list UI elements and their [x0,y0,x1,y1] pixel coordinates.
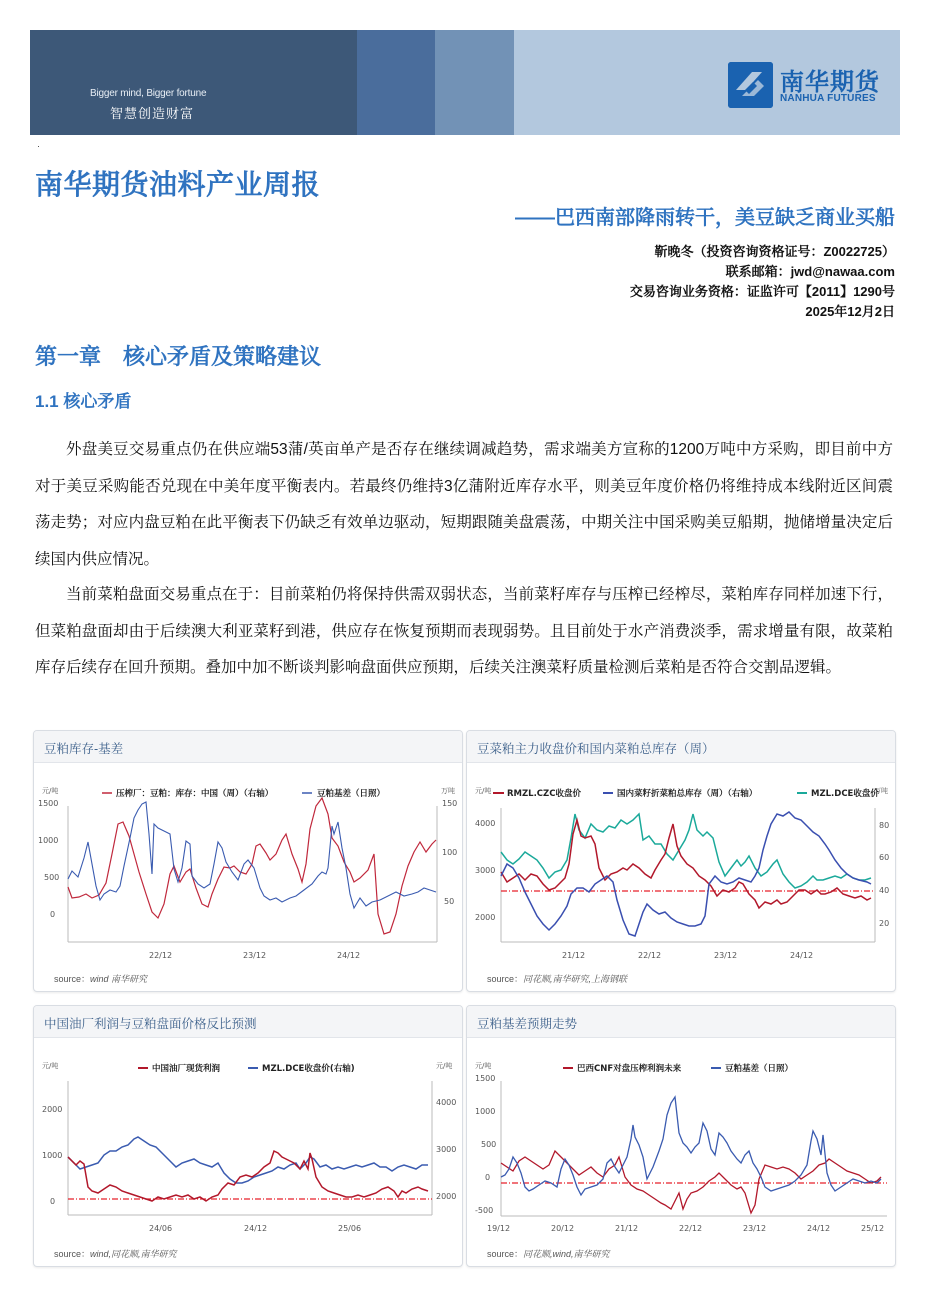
email-line: 联系邮箱：jwd@nawaa.com [725,264,895,279]
svg-text:中国油厂现货利润: 中国油厂现货利润 [152,1064,221,1074]
svg-text:21/12: 21/12 [562,951,586,960]
banner-stripe [357,30,435,135]
svg-text:60: 60 [879,853,890,862]
svg-text:22/12: 22/12 [638,951,662,960]
chart-plot [467,1039,896,1239]
svg-text:22/12: 22/12 [149,951,173,960]
svg-text:23/12: 23/12 [743,1224,767,1233]
svg-text:1500: 1500 [38,799,59,808]
svg-text:2000: 2000 [42,1105,63,1114]
chart-title: 中国油厂利润与豆粕盘面价格反比预测 [34,1006,462,1038]
svg-text:2000: 2000 [436,1192,457,1201]
chart-plot [34,764,463,964]
svg-text:1000: 1000 [42,1151,63,1160]
report-title: 南华期货油料产业周报 [35,169,321,200]
svg-text:1500: 1500 [475,1074,496,1083]
chart-card-meal-inventory-basis [33,730,463,992]
svg-text:元/吨: 元/吨 [42,787,59,795]
svg-text:元/吨: 元/吨 [475,787,492,795]
svg-text:豆粕基差（日照）: 豆粕基差（日照） [725,1064,794,1074]
svg-text:RMZL.CZC收盘价: RMZL.CZC收盘价 [507,789,581,799]
svg-text:1000: 1000 [475,1107,496,1116]
svg-text:4000: 4000 [475,819,496,828]
svg-text:3000: 3000 [436,1145,457,1154]
svg-text:1000: 1000 [38,836,59,845]
svg-text:压榨厂：豆粕：库存：中国（周）（右轴）: 压榨厂：豆粕：库存：中国（周）（右轴） [116,789,274,799]
chart-source: source：同花顺,wind,南华研究 [487,1249,610,1259]
svg-text:24/12: 24/12 [790,951,814,960]
svg-text:元/吨: 元/吨 [475,1062,492,1070]
svg-text:19/12: 19/12 [487,1224,511,1233]
svg-text:50: 50 [444,897,455,906]
license-line: 交易咨询业务资格：证监许可【2011】1290号 [629,284,895,299]
svg-text:0: 0 [485,1173,491,1182]
svg-text:25/06: 25/06 [338,1224,362,1233]
section-heading: 1.1 核心矛盾 [35,392,132,411]
svg-text:40: 40 [879,886,890,895]
svg-text:元/吨: 元/吨 [42,1062,59,1070]
svg-text:21/12: 21/12 [615,1224,639,1233]
body-paragraph: 外盘美豆交易重点仍在供应端53蒲/英亩单产是否存在继续调减趋势，需求端美方宣称的1200万吨中方采购，即目前中方对于美豆采购能否兑现在中美年度平衡表内。若最终仍维持3亿蒲附近库存水平，则美豆年度价格仍将维持成本线附近区间震荡走势；对应内盘豆粕在此平衡表下仍缺乏有效单边驱动，短期跟随美盘震荡，中期关注中国采购美豆船期，抛储增量决定后续国内供应情况。 [35,441,893,568]
svg-text:国内菜籽折菜粕总库存（周）（右轴）: 国内菜籽折菜粕总库存（周）（右轴） [617,789,758,799]
svg-text:25/12: 25/12 [861,1224,885,1233]
svg-text:-500: -500 [475,1206,494,1215]
svg-text:巴西CNF对盘压榨利润未来: 巴西CNF对盘压榨利润未来 [577,1064,682,1074]
chart-title: 豆菜粕主力收盘价和国内菜粕总库存（周） [467,731,895,763]
chart-source: source：wind 南华研究 [54,974,148,984]
svg-text:2000: 2000 [475,913,496,922]
report-meta [630,242,895,322]
svg-text:4000: 4000 [436,1098,457,1107]
svg-text:24/12: 24/12 [244,1224,268,1233]
chart-source: source：同花顺,南华研究,上海钢联 [487,974,628,984]
svg-text:万吨: 万吨 [441,787,455,795]
header-banner [30,30,900,135]
chapter-heading: 第一章 核心矛盾及策略建议 [35,344,322,369]
banner-stripe [435,30,514,135]
chart-title: 豆粕库存-基差 [34,731,462,763]
chart-card-basis-forecast [466,1005,896,1267]
svg-text:0: 0 [50,910,56,919]
svg-text:80: 80 [879,821,890,830]
report-subtitle: ——巴西南部降雨转干，美豆缺乏商业买船 [515,207,895,229]
slogan-en: Bigger mind, Bigger fortune [90,88,207,99]
nanhua-logo [728,62,898,110]
svg-text:豆粕基差（日照）: 豆粕基差（日照） [317,789,386,799]
chart-source: source：wind,同花顺,南华研究 [54,1249,177,1259]
svg-text:万吨: 万吨 [874,787,888,795]
chart-card-meal-price-inventory [466,730,896,992]
svg-text:3000: 3000 [475,866,496,875]
svg-text:24/12: 24/12 [807,1224,831,1233]
svg-text:500: 500 [44,873,60,882]
svg-text:MZL.DCE收盘价(右轴): MZL.DCE收盘价(右轴) [262,1064,355,1074]
body-paragraph: 当前菜粕盘面交易重点在于：目前菜粕仍将保持供需双弱状态，当前菜籽库存与压榨已经榨尽，菜粕库存同样加速下行，但菜粕盘面却由于后续澳大利亚菜籽到港，供应存在恢复预期而表现弱势。且目前处于水产消费淡季，需求增量有限，故菜粕库存后续存在回升预期。叠加中加不断谈判影响盘面供应预期，后续关注澳菜籽质量检测后菜粕是否符合交割品逻辑。 [35,586,893,676]
svg-text:22/12: 22/12 [679,1224,703,1233]
svg-text:元/吨: 元/吨 [436,1062,453,1070]
logo-name-cn: 南华期货 [780,69,880,96]
svg-text:23/12: 23/12 [714,951,738,960]
author-line: 靳晚冬（投资咨询资格证号：Z0022725） [654,244,895,259]
svg-text:20/12: 20/12 [551,1224,575,1233]
chart-card-crush-margin-vs-price [33,1005,463,1267]
date-line: 2025年12月2日 [805,304,895,319]
svg-text:MZL.DCE收盘价: MZL.DCE收盘价 [811,789,879,799]
chart-plot [467,764,896,964]
logo-mark-icon [728,62,773,108]
svg-text:0: 0 [50,1197,56,1206]
svg-text:100: 100 [442,848,458,857]
svg-text:500: 500 [481,1140,497,1149]
stray-mark: · [37,141,40,151]
chart-title: 豆粕基差预期走势 [467,1006,895,1038]
svg-text:23/12: 23/12 [243,951,267,960]
slogan-cn: 智慧创造财富 [110,106,195,121]
svg-text:150: 150 [442,799,458,808]
chart-plot [34,1039,463,1239]
svg-text:24/06: 24/06 [149,1224,173,1233]
svg-text:20: 20 [879,919,890,928]
logo-name-en: NANHUA FUTURES [780,93,876,104]
svg-text:24/12: 24/12 [337,951,361,960]
